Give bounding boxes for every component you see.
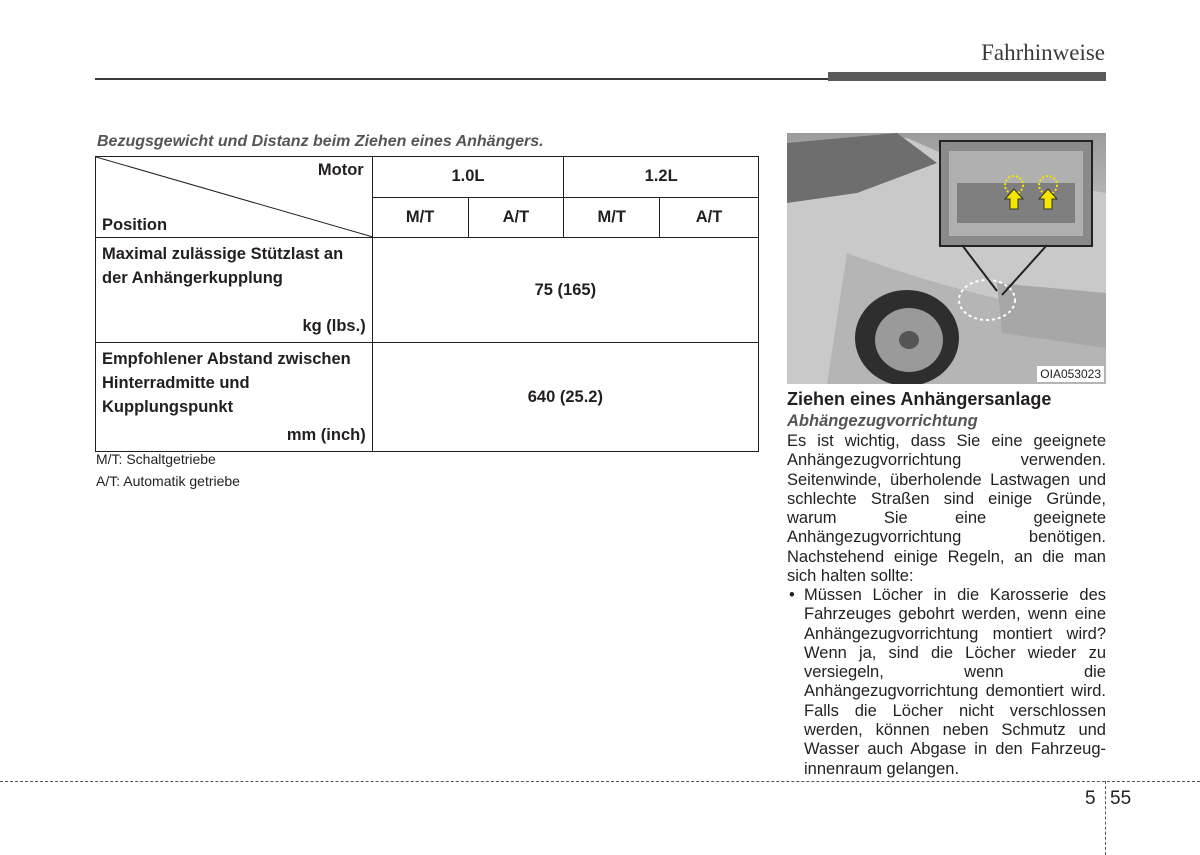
motor-label: Motor [317,161,364,179]
transmission-header: M/T [372,197,468,238]
figure-code: OIA053023 [1037,366,1104,382]
row-label-line: Hinterradmitte und [102,374,250,392]
row-label-line: Kupplungspunkt [102,398,234,416]
engine-header: 1.2L [564,157,759,198]
bullet-item [787,586,1106,779]
page-number: 55 [1110,788,1132,809]
transmission-header: M/T [564,197,660,238]
table-row [96,343,759,452]
page-number-divider [1105,781,1106,855]
position-label: Position [102,216,168,234]
row-label-line: der Anhängerkupplung [102,269,283,287]
car-illustration [787,133,1106,384]
car-rear-photo [787,133,1106,384]
transmission-header: A/T [468,197,564,238]
row-label-distance [96,343,373,452]
row-label-line: Maximal zulässige Stützlast an [102,245,344,263]
bullet-text: Müssen Löcher in die Karosserie des Fahrzeuges gebohrt werden, wenn eine Anhängezugvorrichtung montiert wird? Wenn ja, sind die Löcher wieder zu versiegeln, wenn die Anhängezugvorrichtung demontiert wird. Falls die Löcher nicht verschlossen werden, können neben Schmutz und Wasser auch Abgase in den Fahrzeug-innenraum gelangen. [804,586,1106,778]
table-row [96,238,759,343]
footnote-mt: M/T: Schaltgetriebe [96,451,216,467]
header-rule [95,78,830,80]
row-unit: mm (inch) [286,426,366,444]
footnote-at: A/T: Automatik getriebe [96,473,240,489]
bullet-mark: • [789,586,795,604]
page-header-title: Fahrhinweise [981,40,1105,65]
row-value: 75 (165) [372,238,758,343]
section-subtitle: Abhängezugvorrichtung [787,412,978,430]
row-unit: kg (lbs.) [302,317,366,335]
header-rule-accent [828,72,1106,81]
chapter-number: 5 [1085,788,1096,809]
row-value: 640 (25.2) [372,343,758,452]
towing-spec-table [95,156,759,452]
section-body: Es ist wichtig, dass Sie eine geeignete Anhängezugvorrichtung verwenden. Seitenwinde, überholende Lastwagen und schlechte Straßen sind einige Gründe, warum Sie eine geeignete Anhängezugvorrichtung benötigen. Nachstehend einige Regeln, an die man sich halten sollte: [787,432,1106,586]
table-corner-header [96,157,373,238]
footer-divider [0,781,1200,782]
row-label-line: Empfohlener Abstand zwischen [102,350,351,368]
section-title: Ziehen eines Anhängersanlage [787,389,1052,409]
row-label-tongue-load [96,238,373,343]
table-caption: Bezugsgewicht und Distanz beim Ziehen eines Anhängers. [97,133,544,150]
transmission-header: A/T [660,197,759,238]
engine-header: 1.0L [372,157,564,198]
